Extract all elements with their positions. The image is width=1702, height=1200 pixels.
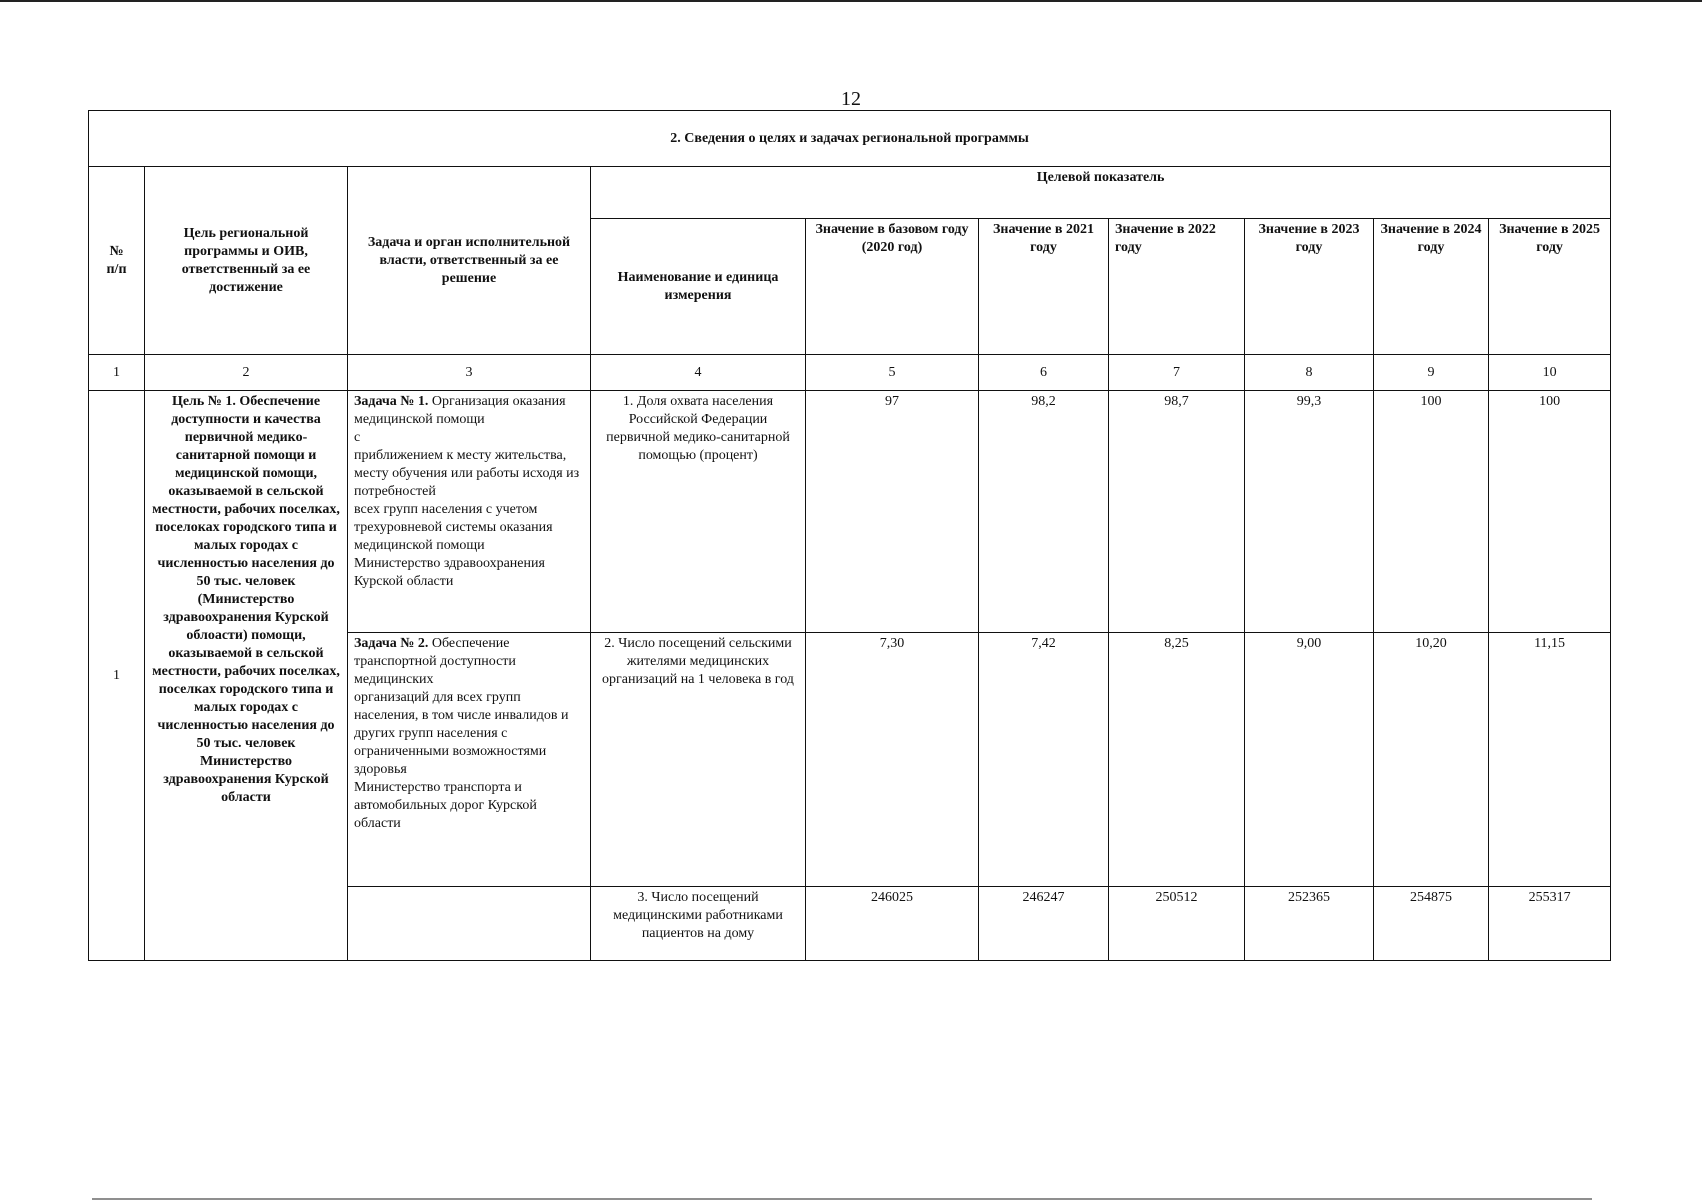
title-row	[89, 111, 1611, 167]
section-title: 2. Сведения о целях и задачах региональной программы	[89, 111, 1611, 167]
value-2025: 100	[1489, 391, 1611, 633]
value-base: 246025	[806, 887, 979, 961]
col-number: 10	[1489, 355, 1611, 391]
task-cell	[348, 391, 591, 633]
col-number: 1	[89, 355, 145, 391]
value-base: 97	[806, 391, 979, 633]
indicator-name: 2. Число посещений сельскими жителями медицинских организаций на 1 человека в год	[591, 633, 806, 887]
indicator-name: 3. Число посещений медицинскими работниками пациентов на дому	[591, 887, 806, 961]
header-goal: Цель региональной программы и ОИВ, ответственный за ее достижение	[145, 167, 348, 355]
value-2021: 246247	[979, 887, 1109, 961]
row-number: 1	[89, 391, 145, 961]
header-2021: Значение в 2021 году	[979, 219, 1109, 355]
col-number: 4	[591, 355, 806, 391]
value-2023: 252365	[1245, 887, 1374, 961]
value-2025: 11,15	[1489, 633, 1611, 887]
scan-edge-top	[0, 0, 1702, 2]
task-text: Обеспечение транспортной доступности медицинских организаций для всех групп населения, в том числе инвалидов и других групп населения с ограниченными возможностями здоровья Министерство транспорта и автомобильных дорог Курской области	[354, 636, 569, 831]
value-2025: 255317	[1489, 887, 1611, 961]
col-number: 8	[1245, 355, 1374, 391]
value-2022: 98,7	[1109, 391, 1245, 633]
col-number: 9	[1374, 355, 1489, 391]
task-label: Задача № 1.	[354, 394, 429, 409]
header-row-1	[89, 167, 1611, 219]
task-text: Организация оказания медицинской помощи с приближением к месту жительства, месту обучения или работы исходя из потребностей всех групп населения с учетом трехуровневой системы оказания медицинской помощи Министерство здравоохранения Курской области	[354, 394, 580, 589]
col-number: 7	[1109, 355, 1245, 391]
header-indicator-name: Наименование и единица измерения	[591, 219, 806, 355]
value-base: 7,30	[806, 633, 979, 887]
column-numbers-row	[89, 355, 1611, 391]
value-2023: 99,3	[1245, 391, 1374, 633]
task-cell-empty	[348, 887, 591, 961]
col-number: 5	[806, 355, 979, 391]
value-2021: 7,42	[979, 633, 1109, 887]
goal-cell: Цель № 1. Обеспечение доступности и качества первичной медико-санитарной помощи и медицинской помощи, оказываемой в сельской местности, рабочих поселках, поселоках городского типа и малых городах с численностью населения до 50 тыс. человек (Министерство здравоохранения Курской облоасти) помощи, оказываемой в сельской местности, рабочих поселках, поселках городского типа и малых городах с численностью населения до 50 тыс. человек Министерство здравоохранения Курской области	[145, 391, 348, 961]
task-cell	[348, 633, 591, 887]
header-2023: Значение в 2023 году	[1245, 219, 1374, 355]
col-number: 6	[979, 355, 1109, 391]
value-2022: 8,25	[1109, 633, 1245, 887]
header-base-year: Значение в базовом году (2020 год)	[806, 219, 979, 355]
value-2021: 98,2	[979, 391, 1109, 633]
header-2024: Значение в 2024 году	[1374, 219, 1489, 355]
value-2024: 254875	[1374, 887, 1489, 961]
header-2022: Значение в 2022 году	[1109, 219, 1245, 355]
header-2025: Значение в 2025 году	[1489, 219, 1611, 355]
col-number: 2	[145, 355, 348, 391]
indicator-name: 1. Доля охвата населения Российской Федерации первичной медико-санитарной помощью (процент)	[591, 391, 806, 633]
table-row	[89, 391, 1611, 633]
task-label: Задача № 2.	[354, 636, 429, 651]
page-number: 12	[841, 88, 861, 110]
header-target-indicator: Целевой показатель	[591, 167, 1611, 219]
header-task: Задача и орган исполнительной власти, ответственный за ее решение	[348, 167, 591, 355]
col-number: 3	[348, 355, 591, 391]
header-num: № п/п	[89, 167, 145, 355]
goals-table	[88, 110, 1611, 961]
value-2024: 100	[1374, 391, 1489, 633]
value-2022: 250512	[1109, 887, 1245, 961]
value-2023: 9,00	[1245, 633, 1374, 887]
value-2024: 10,20	[1374, 633, 1489, 887]
